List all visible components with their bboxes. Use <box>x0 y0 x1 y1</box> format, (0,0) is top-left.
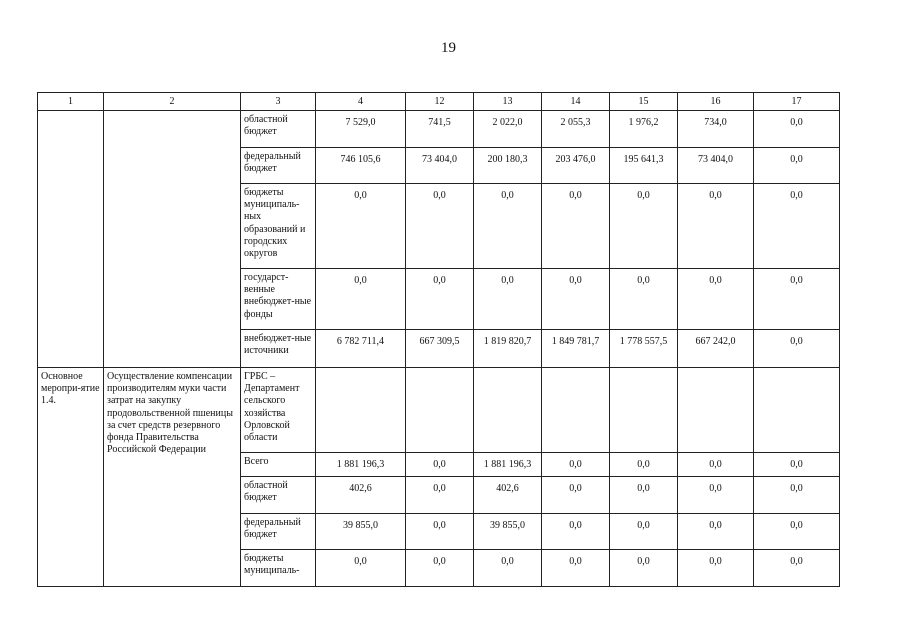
value-cell: 73 404,0 <box>678 148 754 184</box>
value-cell: 402,6 <box>316 477 406 514</box>
value-cell: 0,0 <box>610 453 678 477</box>
column-header: 1 <box>38 93 104 111</box>
page-number: 19 <box>441 40 456 56</box>
value-cell: 0,0 <box>754 514 840 550</box>
column-header: 15 <box>610 93 678 111</box>
value-cell: 0,0 <box>678 453 754 477</box>
value-cell: 0,0 <box>474 550 542 587</box>
funding-source: бюджеты муниципаль-ных образований и городских округов <box>241 184 316 269</box>
value-cell: 0,0 <box>754 269 840 330</box>
value-cell: 0,0 <box>542 269 610 330</box>
budget-table <box>37 92 840 587</box>
funding-source: внебюджет-ные источники <box>241 330 316 368</box>
value-cell: 0,0 <box>406 184 474 269</box>
value-cell: 0,0 <box>678 514 754 550</box>
value-cell: 0,0 <box>406 550 474 587</box>
value-cell: 0,0 <box>406 269 474 330</box>
value-cell: 39 855,0 <box>474 514 542 550</box>
value-cell: 0,0 <box>542 184 610 269</box>
activity-code: Основное меропри-ятие 1.4. <box>38 368 104 587</box>
funding-source: Всего <box>241 453 316 477</box>
column-header: 3 <box>241 93 316 111</box>
funding-source: федеральный бюджет <box>241 148 316 184</box>
value-cell: 0,0 <box>754 184 840 269</box>
value-cell: 0,0 <box>754 148 840 184</box>
value-cell-empty <box>474 368 542 453</box>
value-cell: 734,0 <box>678 111 754 148</box>
value-cell: 0,0 <box>678 477 754 514</box>
grbs-label: ГРБС – Департамент сельского хозяйства Орловской области <box>241 368 316 453</box>
value-cell: 0,0 <box>406 453 474 477</box>
value-cell: 0,0 <box>316 550 406 587</box>
table-header-row <box>38 93 840 111</box>
value-cell: 73 404,0 <box>406 148 474 184</box>
value-cell-empty <box>316 368 406 453</box>
value-cell: 0,0 <box>316 184 406 269</box>
value-cell: 2 022,0 <box>474 111 542 148</box>
name-cell-empty <box>104 111 241 368</box>
value-cell: 741,5 <box>406 111 474 148</box>
column-header: 12 <box>406 93 474 111</box>
column-header: 16 <box>678 93 754 111</box>
funding-source: бюджеты муниципаль- <box>241 550 316 587</box>
value-cell: 1 819 820,7 <box>474 330 542 368</box>
value-cell: 0,0 <box>474 184 542 269</box>
value-cell: 203 476,0 <box>542 148 610 184</box>
value-cell-empty <box>542 368 610 453</box>
table-row <box>38 368 840 453</box>
code-cell-empty <box>38 111 104 368</box>
value-cell-empty <box>678 368 754 453</box>
funding-source: государст-венные внебюджет-ные фонды <box>241 269 316 330</box>
value-cell: 0,0 <box>406 514 474 550</box>
value-cell: 6 782 711,4 <box>316 330 406 368</box>
funding-source: областной бюджет <box>241 477 316 514</box>
value-cell: 0,0 <box>406 477 474 514</box>
value-cell: 1 849 781,7 <box>542 330 610 368</box>
column-header: 17 <box>754 93 840 111</box>
column-header: 2 <box>104 93 241 111</box>
value-cell: 0,0 <box>678 184 754 269</box>
value-cell: 0,0 <box>678 269 754 330</box>
value-cell: 0,0 <box>610 550 678 587</box>
value-cell: 0,0 <box>754 111 840 148</box>
value-cell: 667 309,5 <box>406 330 474 368</box>
value-cell: 7 529,0 <box>316 111 406 148</box>
value-cell: 0,0 <box>610 184 678 269</box>
value-cell: 0,0 <box>678 550 754 587</box>
value-cell: 0,0 <box>474 269 542 330</box>
value-cell: 0,0 <box>610 269 678 330</box>
value-cell: 0,0 <box>754 550 840 587</box>
value-cell: 0,0 <box>542 477 610 514</box>
value-cell: 0,0 <box>754 477 840 514</box>
value-cell: 746 105,6 <box>316 148 406 184</box>
value-cell: 0,0 <box>542 514 610 550</box>
value-cell: 0,0 <box>316 269 406 330</box>
value-cell: 667 242,0 <box>678 330 754 368</box>
value-cell: 195 641,3 <box>610 148 678 184</box>
value-cell: 1 881 196,3 <box>474 453 542 477</box>
column-header: 14 <box>542 93 610 111</box>
value-cell: 2 055,3 <box>542 111 610 148</box>
table-row <box>38 111 840 148</box>
column-header: 4 <box>316 93 406 111</box>
value-cell: 402,6 <box>474 477 542 514</box>
value-cell: 0,0 <box>754 453 840 477</box>
value-cell-empty <box>610 368 678 453</box>
funding-source: федеральный бюджет <box>241 514 316 550</box>
column-header: 13 <box>474 93 542 111</box>
activity-name: Осуществление компенсации производителям муки части затрат на закупку продовольственной пшеницы за счет средств резервного фонда Правительства Российской Федерации <box>104 368 241 587</box>
value-cell: 0,0 <box>610 514 678 550</box>
funding-source: областной бюджет <box>241 111 316 148</box>
value-cell: 1 881 196,3 <box>316 453 406 477</box>
value-cell: 0,0 <box>754 330 840 368</box>
value-cell: 0,0 <box>610 477 678 514</box>
value-cell-empty <box>754 368 840 453</box>
value-cell: 39 855,0 <box>316 514 406 550</box>
value-cell: 0,0 <box>542 550 610 587</box>
value-cell: 0,0 <box>542 453 610 477</box>
value-cell: 200 180,3 <box>474 148 542 184</box>
value-cell: 1 778 557,5 <box>610 330 678 368</box>
value-cell: 1 976,2 <box>610 111 678 148</box>
value-cell-empty <box>406 368 474 453</box>
